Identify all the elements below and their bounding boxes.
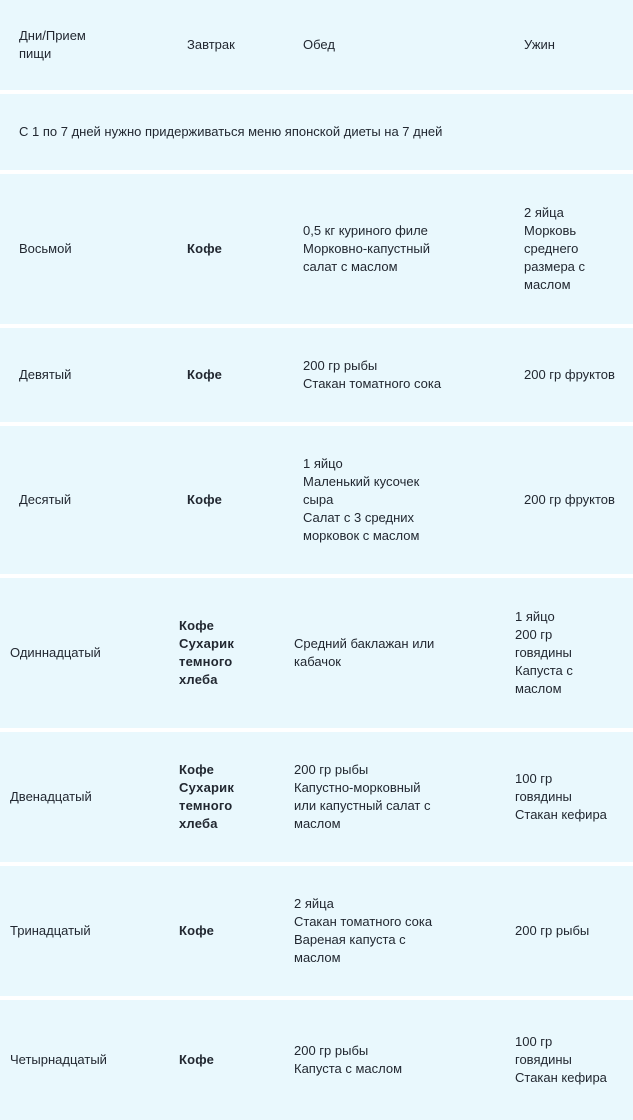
lunch-cell: 0,5 кг куриного филе Морковно-капустный салат с маслом (303, 223, 430, 274)
lunch-cell: 200 гр рыбы Стакан томатного сока (303, 358, 442, 391)
header-lunch: Обед (303, 37, 335, 52)
breakfast-cell: Кофе (179, 923, 215, 938)
notice-text: С 1 по 7 дней нужно придерживаться меню японской диеты на 7 дней (19, 124, 443, 139)
table-row (0, 426, 633, 574)
day-cell: Девятый (19, 367, 72, 382)
day-cell: Одиннадцатый (10, 645, 101, 660)
table-row (0, 866, 633, 996)
lunch-cell: 200 гр рыбы Капуста с маслом (294, 1043, 403, 1076)
breakfast-cell: Кофе (187, 367, 223, 382)
day-cell: Восьмой (19, 241, 72, 256)
day-cell: Четырнадцатый (10, 1052, 107, 1067)
dinner-cell: 200 гр фруктов (524, 367, 615, 382)
lunch-cell: 2 яйца Стакан томатного сока Вареная капуста с маслом (294, 896, 433, 965)
day-cell: Двенадцатый (10, 789, 92, 804)
dinner-cell: 200 гр фруктов (524, 492, 615, 507)
header-breakfast: Завтрак (187, 37, 235, 52)
dinner-cell: 100 гр говядины Стакан кефира (515, 771, 607, 822)
dinner-cell: 100 гр говядины Стакан кефира (515, 1034, 607, 1085)
notice-row (0, 94, 633, 170)
lunch-cell: Средний баклажан или кабачок (294, 636, 435, 669)
header-dinner: Ужин (524, 37, 555, 52)
breakfast-cell: Кофе Сухарик темного хлеба (179, 762, 235, 831)
breakfast-cell: Кофе Сухарик темного хлеба (179, 618, 235, 687)
table-row (0, 732, 633, 862)
table-row (0, 578, 633, 728)
dinner-cell: 1 яйцо 200 гр говядины Капуста с маслом (515, 609, 573, 696)
breakfast-cell: Кофе (187, 492, 223, 507)
table-row (0, 1000, 633, 1120)
table-row (0, 328, 633, 422)
dinner-cell: 200 гр рыбы (515, 923, 590, 938)
table-header-row (0, 0, 633, 90)
day-cell: Тринадцатый (10, 923, 91, 938)
day-cell: Десятый (19, 492, 72, 507)
dinner-cell: 2 яйца Морковь среднего размера с маслом (524, 205, 586, 292)
lunch-cell: 200 гр рыбы Капустно-морковный или капустный салат с маслом (294, 762, 431, 831)
lunch-cell: 1 яйцо Маленький кусочек сыра Салат с 3 средних морковок с маслом (303, 456, 420, 543)
header-day: Дни/Прием пищи (19, 28, 86, 61)
table-row (0, 174, 633, 324)
breakfast-cell: Кофе (187, 241, 223, 256)
breakfast-cell: Кофе (179, 1052, 215, 1067)
